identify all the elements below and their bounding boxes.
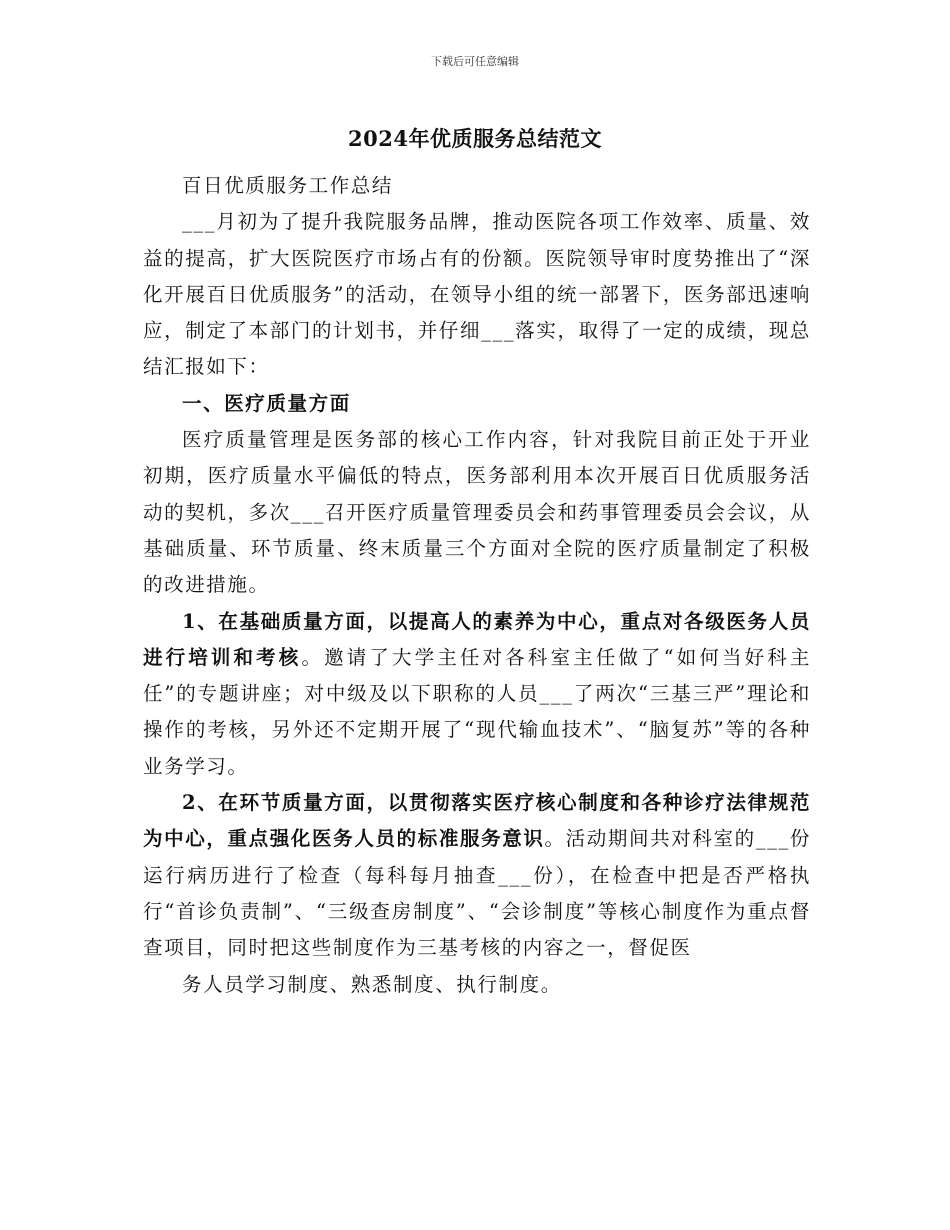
basic-quality-text: 。邀请了大学主任对各科室主任做了“如何当好科主任”的专题讲座；对中级及以下职称的人员___了两次“三基三严”理论和操作的考核，另外还不定期开展了“现代输血技术”、“脑复苏”等的各种业务学习。 [143, 645, 811, 778]
page-header-note: 下载后可任意编辑 [431, 55, 519, 68]
paragraph-basic-quality [143, 604, 811, 785]
paragraph-quality-management: 医疗质量管理是医务部的核心工作内容，针对我院目前正处于开业初期，医疗质量水平偏低的特点，医务部利用本次开展百日优质服务活动的契机，多次___召开医疗质量管理委员会和药事管理委员会会议，从基础质量、环节质量、终末质量三个方面对全院的医疗质量制定了积极的改进措施。 [143, 428, 811, 597]
section-heading-medical-quality: 一、医疗质量方面 [182, 391, 351, 415]
paragraph-subtitle: 百日优质服务工作总结 [182, 174, 394, 197]
paragraph-process-quality [143, 785, 811, 966]
process-quality-text: 。活动期间共对科室的___份运行病历进行了检查（每科每月抽查___份），在检查中把是否严格执行“首诊负责制”、“三级查房制度”、“会诊制度”等核心制度作为重点督查项目，同时把这些制度作为三基考核的内容之一，督促医 [143, 827, 811, 960]
document-body [143, 168, 811, 1003]
paragraph-continuation: 务人员学习制度、熟悉制度、执行制度。 [182, 972, 562, 996]
paragraph-intro: ___月初为了提升我院服务品牌，推动医院各项工作效率、质量、效益的提高，扩大医院医疗市场占有的份额。医院领导审时度势推出了“深化开展百日优质服务”的活动，在领导小组的统一部署下，医务部迅速响应，制定了本部门的计划书，并仔细___落实，取得了一定的成绩，现总结汇报如下： [143, 210, 811, 379]
basic-quality-lead: 1、在基础质量方面，以提高人的素养为中心，重点对各级医务人员进行培训和考核 [143, 609, 811, 669]
document-title: 2024年优质服务总结范文 [348, 126, 602, 151]
process-quality-lead: 2、在环节质量方面，以贯彻落实医疗核心制度和各种诊疗法律规范为中心，重点强化医务人员的标准服务意识 [143, 791, 811, 851]
